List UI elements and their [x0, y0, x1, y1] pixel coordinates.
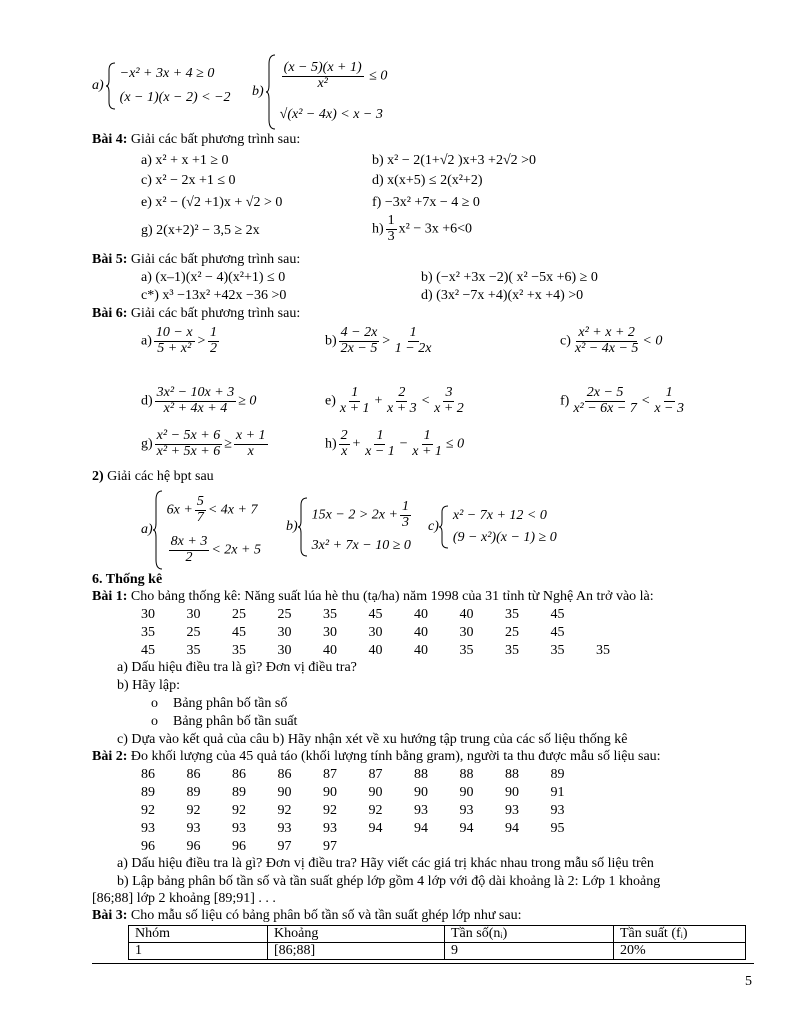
table-cell: 92 — [323, 803, 337, 818]
table-cell: 25 — [505, 625, 519, 640]
bai6-heading: Bài 6: Giải các bất phương trình sau: — [92, 306, 301, 321]
table-row — [141, 625, 596, 641]
table-cell: 93 — [323, 821, 337, 836]
table-cell: 94 — [459, 821, 474, 836]
table-cell: 95 — [550, 821, 565, 836]
table-cell: 90 — [368, 785, 383, 800]
table-cell: 86 — [232, 767, 246, 782]
table-cell: 40 — [414, 607, 428, 622]
tk1-bullet-2: o Bảng phân bố tần suất — [151, 714, 298, 729]
table-cell: 30 — [277, 643, 292, 658]
table-cell: 86 — [186, 767, 201, 782]
bai6-b: b) $\frac{4 - 2x}{2x - 5}$ > $\frac{1}{1 - 2x}$ — [325, 325, 432, 356]
table-cell: 35 — [232, 643, 246, 658]
table-cell: 93 — [141, 821, 155, 836]
table-cell: 45 — [141, 643, 155, 658]
bai4-e: e) x² − (√2 +1)x + √2 > 0 — [141, 195, 283, 210]
bai4-b: b) x² − 2(1+√2 )x+3 +2√2 >0 — [372, 153, 537, 168]
table-cell: 89 — [186, 785, 201, 800]
table-cell: 86 — [141, 767, 155, 782]
table-cell: 90 — [277, 785, 292, 800]
table-cell: 93 — [505, 803, 519, 818]
bai4-f: f) −3x² +7x − 4 ≥ 0 — [372, 195, 480, 210]
table-cell: 94 — [368, 821, 383, 836]
bai4-g: g) 2(x+2)² − 3,5 ≥ 2x — [141, 223, 260, 238]
table-cell: 92 — [186, 803, 201, 818]
top-system-a: a) −x² + 3x + 4 ≥ 0 (x − 1)(x − 2) < −2 — [92, 62, 231, 110]
tk1-question-b: b) Hãy lập: — [117, 678, 180, 693]
table-cell: 90 — [459, 785, 474, 800]
system-line: (x − 1)(x − 2) < −2 — [119, 90, 231, 105]
tk1-question-a: a) Dấu hiệu điều tra là gì? Đơn vị điều tra? — [117, 660, 357, 675]
table-cell: 93 — [232, 821, 246, 836]
table-cell: [86;88] — [268, 943, 445, 960]
table-cell: 40 — [414, 643, 428, 658]
system-line: −x² + 3x + 4 ≥ 0 — [119, 66, 215, 81]
table-cell: 35 — [596, 643, 610, 658]
left-brace-icon — [266, 54, 276, 130]
table-cell: 40 — [323, 643, 337, 658]
bai5-c: c*) x³ −13x² +42x −36 >0 — [141, 288, 287, 303]
part2-system-a: a) 6x + $\frac{5}{7}$ < 4x + 7 $\frac{8x + 3}{2}$ < 2x + 5 — [141, 490, 261, 570]
table-cell: 35 — [323, 607, 337, 622]
table-cell: 40 — [414, 625, 428, 640]
table-cell: 92 — [141, 803, 155, 818]
table-cell: 96 — [186, 839, 201, 854]
table-cell: 30 — [277, 625, 292, 640]
table-cell: 40 — [368, 643, 383, 658]
table-cell: 94 — [505, 821, 519, 836]
table-header-row — [129, 926, 746, 943]
header-cell: Tần số(nᵢ) — [445, 926, 614, 943]
table-cell: 97 — [277, 839, 292, 854]
part2-system-c: c) x² − 7x + 12 < 0 (9 − x²)(x − 1) ≥ 0 — [428, 505, 557, 549]
table-cell: 87 — [323, 767, 337, 782]
table-row — [141, 767, 596, 783]
table-cell: 93 — [459, 803, 474, 818]
table-row — [129, 943, 746, 960]
table-cell: 89 — [232, 785, 246, 800]
header-cell: Khoảng — [268, 926, 445, 943]
section-title: 6. Thống kê — [92, 572, 163, 587]
table-cell: 88 — [459, 767, 474, 782]
table-cell: 35 — [505, 643, 519, 658]
bai6-h: h) $\frac{2}{x}$ + $\frac{1}{x - 1}$ − $\frac{1}{x + 1}$ ≤ 0 — [325, 428, 465, 459]
table-cell: 93 — [550, 803, 565, 818]
table-row — [141, 821, 596, 837]
table-cell: 97 — [323, 839, 337, 854]
tk2-heading: Bài 2: Đo khối lượng của 45 quả táo (khối lượng tính bằng gram), người ta thu được mẫu số liệu sau: — [92, 749, 661, 764]
table-cell: 88 — [414, 767, 428, 782]
table-row — [141, 643, 642, 659]
table-cell: 35 — [550, 643, 565, 658]
tk1-heading: Bài 1: Cho bảng thống kê: Năng suất lúa hè thu (tạ/ha) năm 1998 của 31 tỉnh từ Nghệ An trở vào là: — [92, 589, 654, 604]
table-cell: 45 — [550, 607, 565, 622]
bai6-c: c) $\frac{\text{x² + x + 2}}{\text{x² − 4x − 5}}$ < 0 — [560, 325, 663, 356]
bai5-b: b) (−x² +3x −2)( x² −5x +6) ≥ 0 — [421, 270, 598, 285]
table-cell: 35 — [141, 625, 155, 640]
frequency-table — [128, 925, 746, 960]
bai5-d: d) (3x² −7x +4)(x² +x +4) >0 — [421, 288, 584, 303]
table-cell: 20% — [614, 943, 746, 960]
left-brace-icon — [106, 62, 116, 110]
table-cell: 35 — [505, 607, 519, 622]
bai6-a: a) $\frac{10 - x}{\text{5 + x²}}$ > $\frac{1}{2}$ — [141, 325, 218, 356]
bai6-g: g) $\frac{\text{x² − 5x + 6}}{\text{x² + 5x + 6}}$ ≥ $\frac{x + 1}{x}$ — [141, 428, 266, 459]
bai4-h: h) $\frac{1}{3}$ x² − 3x +6<0 — [372, 213, 473, 244]
table-cell: 1 — [129, 943, 268, 960]
tk2-question-b: b) Lập bảng phân bố tần số và tần suất ghép lớp gồm 4 lớp với độ dài khoảng là 2: Lớp 1 khoảng — [117, 874, 661, 889]
left-brace-icon — [439, 505, 449, 549]
table-row — [141, 785, 596, 801]
table-cell: 94 — [414, 821, 428, 836]
table-cell: 93 — [186, 821, 201, 836]
bai5-heading: Bài 5: Giải các bất phương trình sau: — [92, 252, 301, 267]
footer-divider — [92, 963, 754, 964]
system-line: √(x² − 4x) < x − 3 — [279, 106, 383, 122]
bai4-c: c) x² − 2x +1 ≤ 0 — [141, 173, 236, 188]
header-cell: Tần suất (fᵢ) — [614, 926, 746, 943]
table-cell: 91 — [550, 785, 565, 800]
table-cell: 35 — [186, 643, 201, 658]
table-cell: 30 — [323, 625, 337, 640]
table-cell: 90 — [323, 785, 337, 800]
table-cell: 92 — [368, 803, 383, 818]
table-cell: 96 — [232, 839, 246, 854]
bai4-d: d) x(x+5) ≤ 2(x²+2) — [372, 173, 483, 188]
table-row — [141, 607, 596, 623]
table-row — [141, 839, 369, 855]
table-cell: 92 — [232, 803, 246, 818]
table-cell: 25 — [232, 607, 246, 622]
bai4-heading: Bài 4: Giải các bất phương trình sau: — [92, 132, 301, 147]
table-cell: 96 — [141, 839, 155, 854]
table-cell: 90 — [505, 785, 519, 800]
table-cell: 90 — [414, 785, 428, 800]
table-cell: 45 — [368, 607, 383, 622]
table-cell: 30 — [141, 607, 155, 622]
table-cell: 87 — [368, 767, 383, 782]
table-cell: 45 — [232, 625, 246, 640]
bai4-a: a) x² + x +1 ≥ 0 — [141, 153, 229, 168]
table-cell: 25 — [277, 607, 292, 622]
table-cell: 89 — [550, 767, 565, 782]
table-cell: 88 — [505, 767, 519, 782]
table-cell: 9 — [445, 943, 614, 960]
bai6-f: f) $\frac{2x - 5}{\text{x² − 6x − 7}}$ < $\frac{1}{x - 3}$ — [560, 385, 684, 416]
table-cell: 92 — [277, 803, 292, 818]
table-cell: 30 — [186, 607, 201, 622]
bai5-a: a) (x–1)(x² − 4)(x²+1) ≤ 0 — [141, 270, 286, 285]
table-cell: 40 — [459, 607, 474, 622]
top-system-b: b) $\frac{(x - 5)(x + 1)}{\text{x²}}$ ≤ 0 √(x² − 4x) < x − 3 — [252, 54, 387, 130]
table-row — [141, 803, 596, 819]
table-cell: 25 — [186, 625, 201, 640]
bai6-d: d) $\frac{\text{3x² − 10x + 3}}{\text{x² + 4x + 4}}$ ≥ 0 — [141, 385, 257, 416]
left-brace-icon — [153, 490, 163, 570]
table-cell: 89 — [141, 785, 155, 800]
part2-heading: 2) Giải các hệ bpt sau — [92, 469, 214, 484]
table-cell: 45 — [550, 625, 565, 640]
tk3-heading: Bài 3: Cho mẫu số liệu có bảng phân bố tần số và tần suất ghép lớp như sau: — [92, 908, 522, 923]
tk2-question-a: a) Dấu hiệu điều tra là gì? Đơn vị điều tra? Hãy viết các giá trị khác nhau trong mẫu số liệu trên — [117, 856, 654, 871]
tk1-question-c: c) Dựa vào kết quả của câu b) Hãy nhận xét về xu hướng tập trung của các số liệu thống kê — [117, 732, 628, 747]
table-cell: 86 — [277, 767, 292, 782]
table-cell: 30 — [368, 625, 383, 640]
header-cell: Nhóm — [129, 926, 268, 943]
table-cell: 30 — [459, 625, 474, 640]
tk2-question-b-cont: [86;88] lớp 2 khoảng [89;91] . . . — [92, 891, 276, 906]
table-cell: 93 — [277, 821, 292, 836]
table-cell: 93 — [414, 803, 428, 818]
table-cell: 35 — [459, 643, 474, 658]
left-brace-icon — [298, 497, 308, 557]
page-number: 5 — [745, 974, 752, 989]
part2-system-b: b) 15x − 2 > 2x + $\frac{1}{3}$ 3x² + 7x − 10 ≥ 0 — [286, 497, 413, 557]
bai6-e: e) $\frac{1}{x + 1}$ + $\frac{2}{x + 3}$ < $\frac{3}{x + 2}$ — [325, 385, 464, 416]
tk1-bullet-1: o Bảng phân bố tần số — [151, 696, 288, 711]
